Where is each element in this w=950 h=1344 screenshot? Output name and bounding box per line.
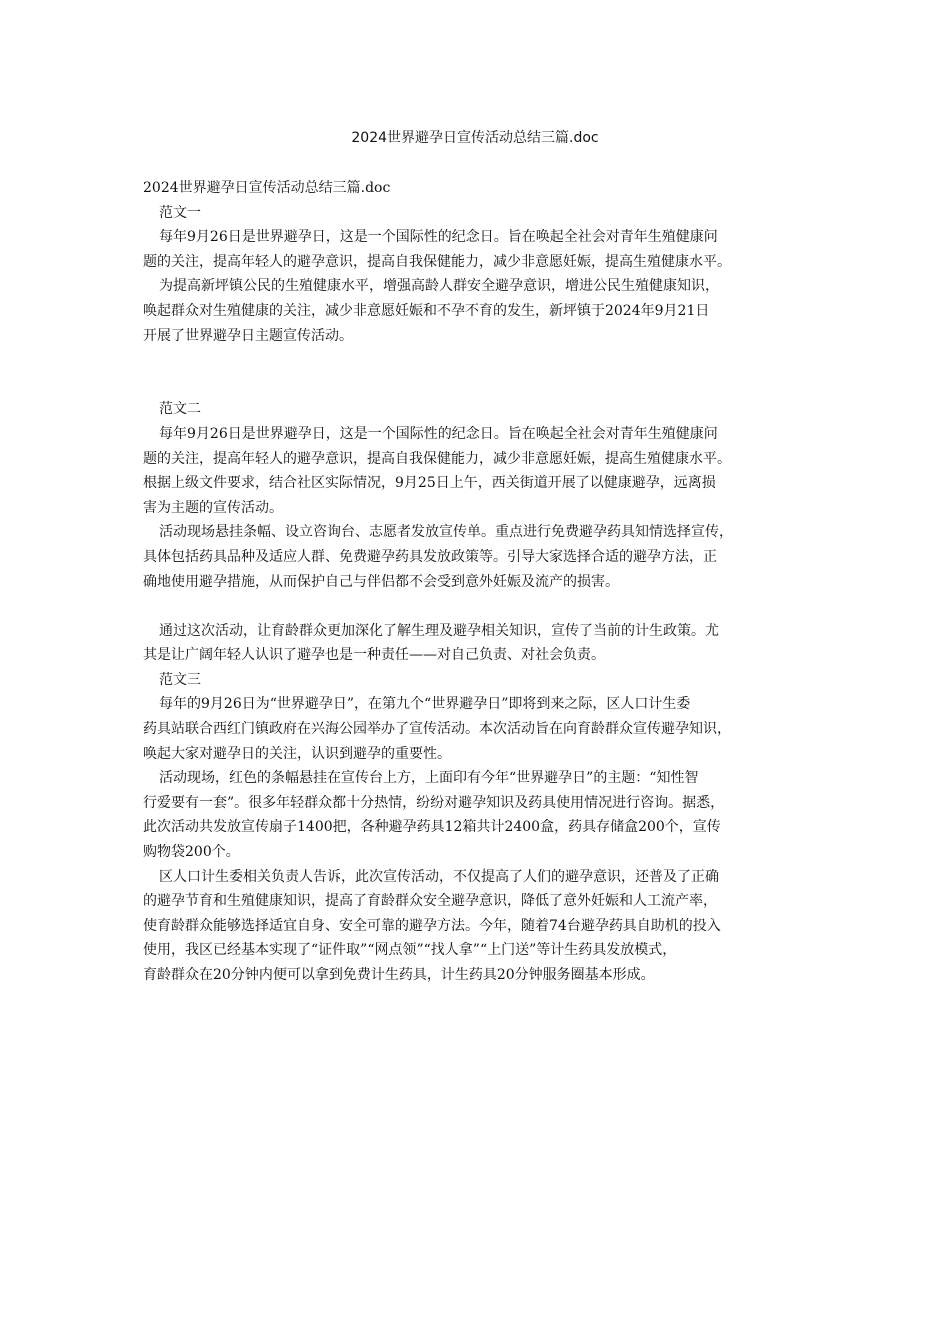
paragraph	[143, 225, 813, 274]
paragraph	[143, 274, 813, 348]
text-line: 购物袋200个。	[143, 844, 240, 861]
text-line: 此次活动共发放宣传扇子1400把，各种避孕药具12箱共计2400盒，药具存储盒200个，宣传	[143, 819, 721, 836]
paragraph	[143, 619, 813, 668]
text-line: 的避孕节育和生殖健康知识，提高了育龄群众安全避孕意识，降低了意外妊娠和人工流产率，	[143, 893, 717, 910]
text-line: 通过这次活动，让育龄群众更加深化了解生理及避孕相关知识，宣传了当前的计生政策。尤	[159, 622, 719, 639]
text-line: 活动现场，红色的条幅悬挂在宣传台上方，上面印有今年“世界避孕日”的主题：“知性智	[159, 770, 699, 787]
text-line: 行爱要有一套”。很多年轻群众都十分热情，纷纷对避孕知识及药具使用情况进行咨询。据悉，	[143, 794, 725, 811]
text-line: 育龄群众在20分钟内便可以拿到免费计生药具，计生药具20分钟服务圈基本形成。	[143, 967, 655, 983]
text-line: 区人口计生委相关负责人告诉，此次宣传活动，不仅提高了人们的避孕意识，还普及了正确	[159, 868, 719, 885]
text-line: 唤起群众对生殖健康的关注，减少非意愿妊娠和不孕不育的发生，新坪镇于2024年9月21日	[143, 302, 710, 319]
text-line: 使用，我区已经基本实现了“证件取”“网点领”“找人拿”“上门送”等计生药具发放模式，	[143, 942, 677, 959]
paragraph	[143, 865, 813, 988]
text-line: 每年的9月26日为“世界避孕日”，在第九个“世界避孕日”即将到来之际，区人口计生委	[159, 696, 691, 713]
section-heading: 范文三	[159, 671, 201, 688]
text-line: 活动现场悬挂条幅、设立咨询台、志愿者发放宣传单。重点进行免费避孕药具知情选择宣传，	[159, 524, 733, 541]
text-line: 题的关注，提高年轻人的避孕意识，提高自我保健能力，减少非意愿妊娠，提高生殖健康水平。	[143, 450, 731, 467]
text-line: 每年9月26日是世界避孕日，这是一个国际性的纪念日。旨在唤起全社会对青年生殖健康问	[159, 425, 718, 442]
document-body	[143, 176, 813, 988]
text-line: 题的关注，提高年轻人的避孕意识，提高自我保健能力，减少非意愿妊娠，提高生殖健康水平。	[143, 253, 731, 270]
text-line: 根据上级文件要求，结合社区实际情况，9月25日上午，西关街道开展了以健康避孕，远离损	[143, 475, 716, 492]
blank-line	[143, 373, 813, 398]
page-header-title: 2024世界避孕日宣传活动总结三篇.doc	[351, 130, 599, 146]
text-line: 使育龄群众能够选择适宜自身、安全可靠的避孕方法。今年，随着74台避孕药具自助机的投入	[143, 917, 721, 934]
document-title: 2024世界避孕日宣传活动总结三篇.doc	[143, 180, 391, 196]
text-line: 开展了世界避孕日主题宣传活动。	[143, 327, 353, 344]
text-line: 药具站联合西红门镇政府在兴海公园举办了宣传活动。本次活动旨在向育龄群众宣传避孕知识，	[143, 721, 731, 738]
text-line: 其是让广阔年轻人认识了避孕也是一种责任——对自己负责、对社会负责。	[143, 647, 605, 664]
paragraph	[143, 422, 813, 520]
text-line: 具体包括药具品种及适应人群、免费避孕药具发放政策等。引导大家选择合适的避孕方法，正	[143, 548, 717, 565]
paragraph	[143, 766, 813, 864]
text-line: 确地使用避孕措施，从而保护自己与伴侣都不会受到意外妊娠及流产的损害。	[143, 573, 619, 590]
section-heading: 范文一	[159, 204, 201, 221]
text-line: 为提高新坪镇公民的生殖健康水平，增强高龄人群安全避孕意识，增进公民生殖健康知识，	[159, 278, 719, 295]
section-heading: 范文二	[159, 401, 201, 418]
text-line: 唤起大家对避孕日的关注，认识到避孕的重要性。	[143, 745, 451, 762]
paragraph	[143, 692, 813, 766]
text-line: 害为主题的宣传活动。	[143, 499, 283, 516]
text-line: 每年9月26日是世界避孕日，这是一个国际性的纪念日。旨在唤起全社会对青年生殖健康问	[159, 229, 718, 246]
paragraph	[143, 520, 813, 594]
blank-line	[143, 594, 813, 619]
blank-line	[143, 348, 813, 373]
